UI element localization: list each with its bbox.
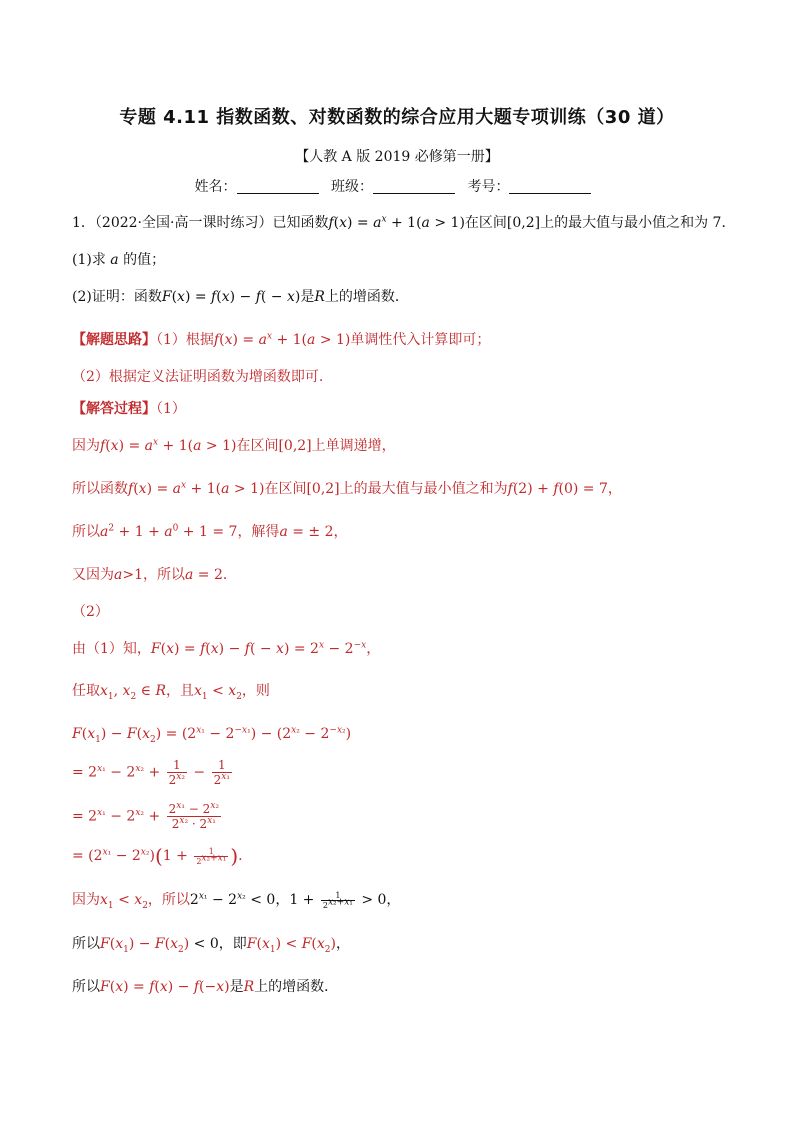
- solution-line-6: 任取$x_1$, $x_2$ ∈ R，且$x_1 < x_2$，则: [72, 683, 270, 702]
- solution-part-2-label: （2）: [72, 604, 109, 620]
- solution-line-12: 所以$F(x_1) - F(x_2) < 0$，即$F(x_1) < F(x_2)$，: [72, 936, 350, 955]
- solution-line-4: 又因为a>1，所以a = 2．: [72, 567, 237, 583]
- student-info-row: [0, 176, 794, 196]
- problem-part-2: (2)证明：函数F(x) = f(x) − f( − x)是R上的增函数．: [72, 289, 409, 305]
- equation-line-3: = $2^{x_1} - 2^{x_2}$ + $\frac{2^{x_1} - 2^{x_2}}{2^{x_2} \cdot 2^{x_1}}$: [72, 801, 219, 831]
- document-subtitle: 【人教 A 版 2019 必修第一册】: [295, 149, 499, 165]
- exam-label: 考号：: [467, 179, 510, 195]
- name-blank: [237, 179, 319, 194]
- solution-line-3: 所以$a^2 + 1 + a^0 + 1 = 7$，解得a = ± 2，: [72, 523, 348, 540]
- equation-line-4: = $(2^{x_1} - 2^{x_2})(1$ + $\frac{1}{2^{x_2+x_1}}$ ).: [72, 844, 243, 868]
- class-blank: [373, 179, 455, 194]
- hint-line-2: （2）根据定义法证明函数为增函数即可.: [72, 369, 324, 385]
- problem-stem: 1．（2022·全国·高一课时练习）已知函数$f(x) = a^x + 1(a > 1)$在区间[0,2]上的最大值与最小值之和为 7．: [72, 214, 736, 231]
- exam-blank: [509, 179, 591, 194]
- solution-line-13: 所以F(x) = f(x) − f(−x)是R上的增函数．: [72, 979, 339, 995]
- equation-line-2: = $2^{x_1} - 2^{x_2}$ + $\frac{1}{2^{x_2}}$ − $\frac{1}{2^{x_1}}$: [72, 758, 230, 787]
- solution-line-2: 所以函数$f(x) = a^x + 1(a > 1)$在区间[0,2]上的最大值与最小值之和为f(2) + f(0) = 7，: [72, 480, 622, 497]
- hint-line-1: 【解题思路】（1）根据$f(x) = a^x + 1(a > 1)$单调性代入计算即可；: [72, 331, 491, 348]
- solution-line-11: 因为$x_1 < x_2$，所以$2^{x_1} - 2^{x_2} < 0$，1 + $\frac{1}{2^{x_2+x_1}}$ > 0，: [72, 890, 401, 911]
- solution-line-1: 因为$f(x) = a^x + 1(a > 1)$在区间[0,2]上单调递增，: [72, 437, 396, 454]
- solution-line-5: 由（1）知，$F(x) = f(x) - f( - x) = 2^x - 2^{-x}$，: [72, 640, 381, 657]
- equation-line-1: $F(x_1) - F(x_2) = (2^{x_1} - 2^{-x_1}) - (2^{x_2} - 2^{-x_2})$: [72, 725, 352, 745]
- document-title: 专题 4.11 指数函数、对数函数的综合应用大题专项训练（30 道）: [119, 107, 675, 128]
- name-label: 姓名：: [194, 179, 237, 195]
- problem-part-1: (1)求 a 的值；: [72, 252, 166, 268]
- class-label: 班级：: [331, 179, 373, 195]
- process-header: 【解答过程】（1）: [72, 401, 186, 417]
